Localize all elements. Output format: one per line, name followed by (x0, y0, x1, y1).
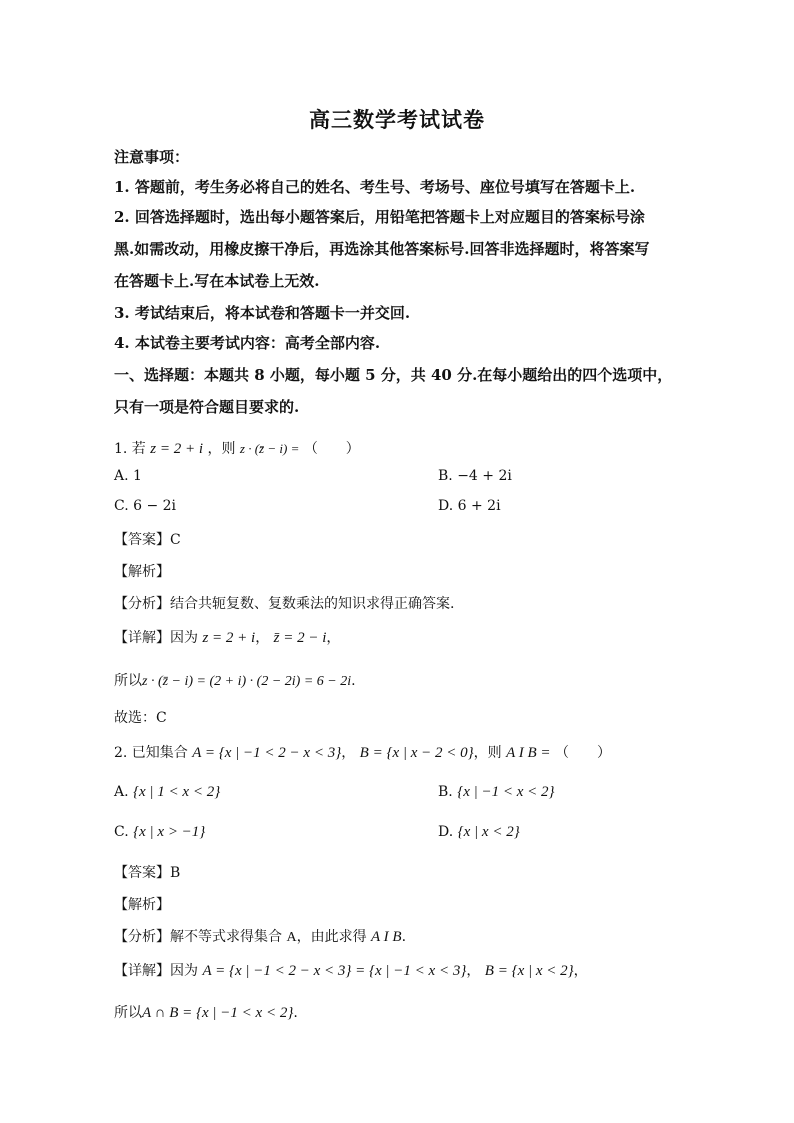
q1-so-prefix: 所以 (114, 673, 142, 689)
q2-stem (114, 742, 611, 762)
q2-option-c (114, 824, 205, 841)
q2-detail-math2: B = {x | x < 2} (484, 963, 574, 979)
q1-detail-prefix: 因为 (170, 630, 198, 646)
q2-detail-tag: 【详解】 (114, 963, 170, 979)
q1-fenxi-text: 结合共轭复数、复数乘法的知识求得正确答案. (170, 596, 455, 612)
q1-so (114, 670, 356, 690)
q1-detail-end: ， (326, 630, 341, 646)
q2-so-math: A ∩ B = {x | −1 < x < 2} (142, 1005, 294, 1021)
q2-stem-prefix: 2. 已知集合 (114, 745, 188, 761)
q2-option-c-label: C. (114, 824, 129, 840)
notice-line-4: 在答题卡上.写在本试卷上无效. (114, 272, 320, 290)
q2-stem-mid2: ，则 (473, 745, 502, 761)
notice-line-5: 3. 考试结束后，将本试卷和答题卡一并交回. (114, 304, 411, 322)
q2-stem-math2: B = {x | x − 2 < 0} (359, 745, 474, 761)
q1-detail-math2: z̄ = 2 − i (273, 630, 327, 646)
q1-option-d: D. 6 + 2i (438, 498, 501, 514)
notice-line-3: 黑.如需改动，用橡皮擦干净后，再选涂其他答案标号.回答非选择题时，将答案写 (114, 240, 650, 258)
q1-answer (114, 529, 181, 549)
notice-line-1: 1. 答题前，考生务必将自己的姓名、考生号、考场号、座位号填写在答题卡上. (114, 178, 636, 196)
q1-fenxi-tag: 【分析】 (114, 596, 170, 612)
q2-option-b-math: {x | −1 < x < 2} (457, 784, 555, 800)
q2-option-a (114, 784, 220, 801)
q2-fenxi-end: . (401, 929, 407, 945)
q2-option-a-label: A. (114, 784, 129, 800)
q1-choose: 故选：C (114, 710, 167, 726)
q2-option-c-math: {x | x > −1} (133, 824, 206, 840)
q2-fenxi (114, 926, 406, 946)
q2-fenxi-a: A (286, 930, 297, 945)
q2-option-b (438, 784, 555, 801)
q2-answer (114, 862, 180, 882)
q2-answer-value: B (170, 865, 181, 881)
q2-option-d-label: D. (438, 824, 454, 840)
q1-so-end: . (351, 673, 356, 689)
q2-detail-mid: ， (466, 963, 481, 979)
q1-stem-prefix: 1. 若 (114, 441, 146, 457)
q1-analysis-tag: 【解析】 (114, 564, 170, 580)
q1-detail-mid: ， (255, 630, 270, 646)
q1-stem-math2: z · (z̄ − i) = (239, 441, 300, 456)
q2-fenxi-prefix: 解不等式求得集合 (170, 929, 282, 945)
q2-detail-math1: A = {x | −1 < 2 − x < 3} = {x | −1 < x < 3} (202, 963, 467, 979)
q1-option-b: B. −4 + 2i (438, 468, 512, 484)
q2-option-d-math: {x | x < 2} (457, 824, 520, 840)
q2-option-b-label: B. (438, 784, 453, 800)
q2-stem-math3: A I B = (506, 745, 551, 761)
q2-so-prefix: 所以 (114, 1005, 142, 1021)
notice-heading: 注意事项： (114, 148, 190, 166)
q2-detail-end: ， (573, 963, 588, 979)
q1-stem-paren: （ ） (303, 441, 360, 457)
q1-detail (114, 627, 340, 647)
q2-option-a-math: {x | 1 < x < 2} (133, 784, 221, 800)
q1-fenxi (114, 593, 454, 613)
q2-detail-prefix: 因为 (170, 963, 198, 979)
q2-stem-paren: （ ） (554, 745, 611, 761)
q2-stem-mid: ， (341, 745, 356, 761)
q1-stem (114, 438, 360, 458)
q1-stem-math1: z = 2 + i (150, 441, 204, 457)
q1-option-c: C. 6 − 2i (114, 498, 177, 514)
q1-stem-mid: ，则 (207, 441, 236, 457)
notice-line-6: 4. 本试卷主要考试内容：高考全部内容. (114, 334, 381, 352)
page-title: 高三数学考试试卷 (309, 107, 485, 132)
q1-answer-value: C (170, 532, 181, 548)
q1-so-math: z · (z̄ − i) = (2 + i) · (2 − 2i) = 6 − 2i (142, 674, 352, 689)
q2-analysis-tag: 【解析】 (114, 897, 170, 913)
section-heading-2: 只有一项是符合题目要求的. (114, 398, 300, 416)
q1-detail-tag: 【详解】 (114, 630, 170, 646)
q1-detail-math1: z = 2 + i (202, 630, 256, 646)
q2-fenxi-mid: ，由此求得 (296, 929, 367, 945)
q2-fenxi-math: A I B (371, 929, 402, 945)
q2-so-end: . (293, 1005, 298, 1021)
q1-answer-tag: 【答案】 (114, 532, 170, 548)
q2-option-d (438, 824, 520, 841)
q2-so (114, 1002, 298, 1022)
q2-fenxi-tag: 【分析】 (114, 929, 170, 945)
q2-stem-math1: A = {x | −1 < 2 − x < 3} (192, 745, 342, 761)
q1-option-a: A. 1 (114, 468, 142, 484)
q2-detail (114, 960, 588, 980)
q2-answer-tag: 【答案】 (114, 865, 170, 881)
section-heading-1: 一、选择题：本题共 8 小题，每小题 5 分，共 40 分.在每小题给出的四个选项中， (114, 366, 673, 384)
notice-line-2: 2. 回答选择题时，选出每小题答案后，用铅笔把答题卡上对应题目的答案标号涂 (114, 208, 645, 226)
